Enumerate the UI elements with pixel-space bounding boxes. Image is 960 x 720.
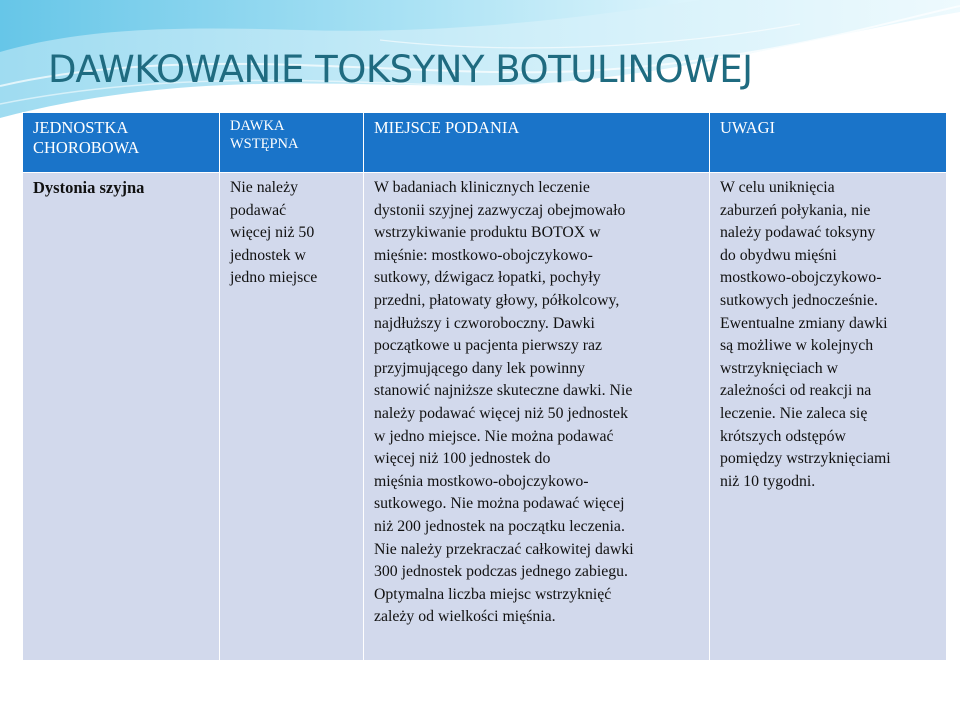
dosage-table	[22, 112, 947, 661]
cell-miejsce-podania: W badaniach klinicznych leczenie dystonii szyjnej zazwyczaj obejmowało wstrzykiwanie produktu BOTOX w mięśnie: mostkowo-obojczykowo- sutkowy, dźwigacz łopatki, pochyły przedni, płatowaty głowy, półkolcowy, najdłuższy i czworoboczny. Dawki początkowe u pacjenta pierwszy raz przyjmującego dany lek powinny stanowić najniższe skuteczne dawki. Nie należy podawać więcej niż 50 jednostek w jedno miejsce. Nie można podawać więcej niż 100 jednostek do mięśnia mostkowo-obojczykowo- sutkowego. Nie można podawać więcej niż 200 jednostek na początku leczenia. Nie należy przekraczać całkowitej dawki 300 jednostek podczas jednego zabiegu. Optymalna liczba miejsc wstrzyknięć zależy od wielkości mięśnia.	[364, 173, 710, 661]
table-header-row	[23, 113, 947, 173]
header-uwagi: UWAGI	[710, 113, 947, 173]
cell-dawka-wstepna: Nie należy podawać więcej niż 50 jednostek w jedno miejsce	[220, 173, 364, 661]
slide-title: DAWKOWANIE TOKSYNY BOTULINOWEJ	[48, 48, 753, 91]
table-row	[23, 173, 947, 661]
cell-uwagi: W celu uniknięcia zaburzeń połykania, nie należy podawać toksyny do obydwu mięśni mostkowo-obojczykowo- sutkowych jednocześnie. Ewentualne zmiany dawki są możliwe w kolejnych wstrzyknięciach w zależności od reakcji na leczenie. Nie zaleca się krótszych odstępów pomiędzy wstrzyknięciami niż 10 tygodni.	[710, 173, 947, 661]
cell-jednostka-chorobowa: Dystonia szyjna	[23, 173, 220, 661]
header-dawka-wstepna: DAWKA WSTĘPNA	[220, 113, 364, 173]
header-jednostka-chorobowa: JEDNOSTKA CHOROBOWA	[23, 113, 220, 173]
header-miejsce-podania: MIEJSCE PODANIA	[364, 113, 710, 173]
dosage-table-container	[22, 112, 946, 661]
